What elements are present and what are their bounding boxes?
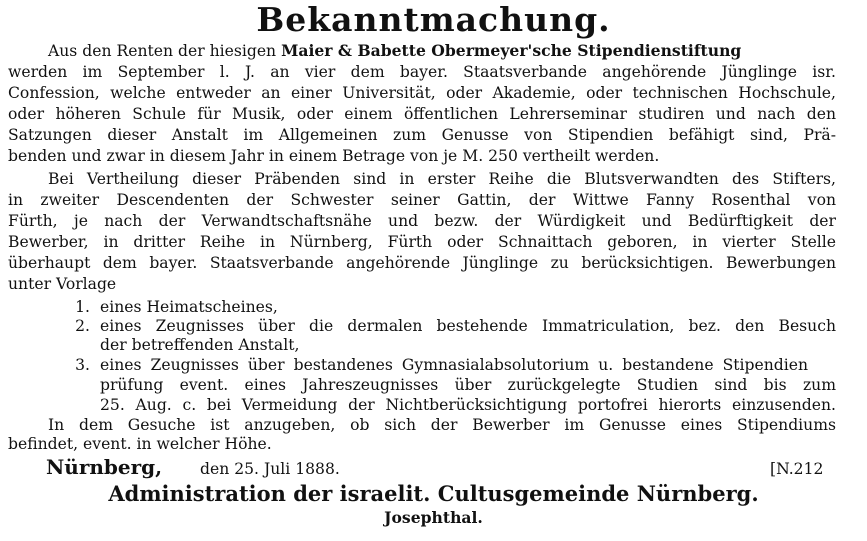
list-item-number: 1. xyxy=(75,298,90,316)
paragraph2-line6: unter Vorlage xyxy=(8,275,117,293)
paragraph2-line2: in zweiter Descendenten der Schwester seiner Gattin, der Wittwe Fanny Rosenthal von xyxy=(8,191,836,209)
list-item-line: eines Zeugnisses über die dermalen bestehende Immatriculation, bez. den Besuch xyxy=(100,317,836,335)
paragraph1-line6: benden und zwar in diesem Jahr in einem Betrage von je M. 250 vertheilt werden. xyxy=(8,147,660,165)
reference-number: [N.212 xyxy=(770,460,824,478)
list-item-number: 3. xyxy=(75,356,90,374)
paragraph2-line1: Bei Vertheilung dieser Präbenden sind in erster Reihe die Blutsverwandten des Stifters, xyxy=(48,170,836,188)
paragraph1-line4: oder höheren Schule für Musik, oder einem öffentlichen Lehrerseminar studiren und nach den xyxy=(8,105,836,123)
place-name: Nürnberg, xyxy=(46,455,163,479)
list-item-number: 2. xyxy=(75,317,90,335)
list-item-line: eines Zeugnisses über bestandenes Gymnasialabsolutorium u. bestandene Stipendien xyxy=(100,356,808,374)
list-item-line: 25. Aug. c. bei Vermeidung der Nichtberücksichtigung portofrei hierorts einzusenden. xyxy=(100,396,836,414)
paragraph2-line3: Fürth, je nach der Verwandtschaftsnähe und bezw. der Würdigkeit und Bedürftigkeit der xyxy=(8,212,836,230)
paragraph1-line3: Confession, welche entweder an einer Universität, oder Akademie, oder technischen Hochschule, xyxy=(8,84,836,102)
paragraph2-line4: Bewerber, in dritter Reihe in Nürnberg, Fürth oder Schnaittach geboren, in vierter Stelle xyxy=(8,233,836,251)
list-item-line: eines Heimatscheines, xyxy=(100,298,278,316)
paragraph3-line2: befindet, event. in welcher Höhe. xyxy=(8,435,272,453)
list-item-line: der betreffenden Anstalt, xyxy=(100,336,300,354)
administration-line: Administration der israelit. Cultusgemeinde Nürnberg. xyxy=(108,481,759,506)
paragraph1-line2: werden im September l. J. an vier dem bayer. Staatsverbande angehörende Jünglinge isr. xyxy=(8,63,836,81)
foundation-name: Maier & Babette Obermeyer'sche Stipendienstiftung xyxy=(281,41,742,60)
paragraph1-line1-text: Aus den Renten der hiesigen xyxy=(48,42,277,60)
paragraph2-line5: überhaupt dem bayer. Staatsverbande angehörende Jünglinge zu berücksichtigen. Bewerbungen xyxy=(8,254,836,272)
signature: Josephthal. xyxy=(384,508,483,527)
paragraph1-line1 xyxy=(48,41,741,61)
page-title: Bekanntmachung. xyxy=(256,0,611,39)
paragraph1-line5: Satzungen dieser Anstalt im Allgemeinen zum Genusse von Stipendien befähigt sind, Prä- xyxy=(8,126,836,144)
paragraph3-line1: In dem Gesuche ist anzugeben, ob sich der Bewerber im Genusse eines Stipendiums xyxy=(48,416,836,434)
date-line: den 25. Juli 1888. xyxy=(200,460,340,478)
list-item-line: prüfung event. eines Jahreszeugnisses über zurückgelegte Studien sind bis zum xyxy=(100,376,836,394)
